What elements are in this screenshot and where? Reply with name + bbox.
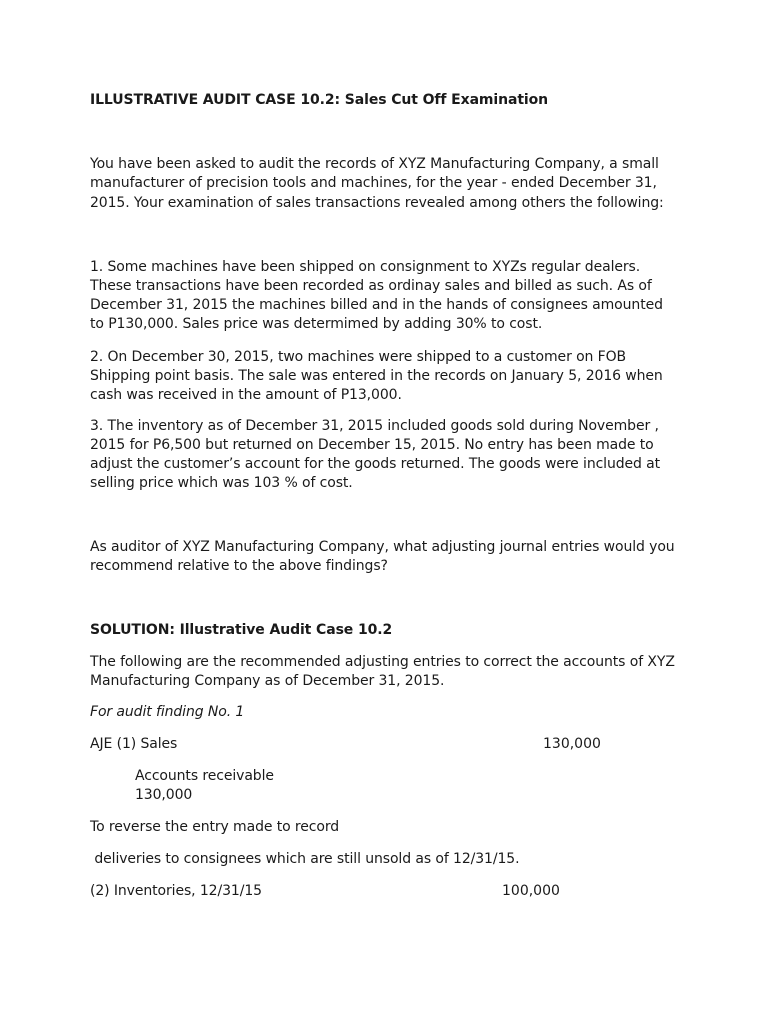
finding-3-line-1: 3. The inventory as of December 31, 2015 included goods sold during November , — [90, 418, 659, 434]
finding-3-line-2: 2015 for P6,500 but returned on December 15, 2015. No entry has been made to — [90, 437, 654, 453]
aje1-credit-amount: 130,000 — [135, 787, 193, 803]
finding-2-line-3: cash was received in the amount of P13,000. — [90, 387, 402, 403]
aje2-debit-amount: 100,000 — [502, 883, 560, 899]
finding-3-line-4: selling price which was 103 % of cost. — [90, 475, 353, 491]
aje1-explanation-line-1: To reverse the entry made to record — [90, 819, 340, 835]
finding-3-line-3: adjust the customer’s account for the goods returned. The goods were included at — [90, 456, 661, 472]
aje1-credit-account: Accounts receivable — [135, 768, 274, 784]
solution-heading: SOLUTION: Illustrative Audit Case 10.2 — [90, 622, 393, 638]
finding-2-line-2: Shipping point basis. The sale was entered in the records on January 5, 2016 when — [90, 368, 663, 384]
finding-label: For audit finding No. 1 — [90, 704, 245, 720]
aje1-debit-amount: 130,000 — [543, 736, 601, 752]
finding-1-line-1: 1. Some machines have been shipped on consignment to XYZs regular dealers. — [90, 259, 641, 275]
aje1-debit-account: AJE (1) Sales — [90, 736, 178, 752]
aje2-debit-account: (2) Inventories, 12/31/15 — [90, 883, 262, 899]
finding-1-line-2: These transactions have been recorded as ordinay sales and billed as such. As of — [90, 278, 652, 294]
finding-1-line-4: to P130,000. Sales price was determimed by adding 30% to cost. — [90, 316, 543, 332]
question-line-1: As auditor of XYZ Manufacturing Company, what adjusting journal entries would you — [90, 539, 675, 555]
document-title: ILLUSTRATIVE AUDIT CASE 10.2: Sales Cut Off Examination — [90, 92, 548, 108]
solution-intro-line-1: The following are the recommended adjusting entries to correct the accounts of XYZ — [90, 654, 675, 670]
intro-line-1: You have been asked to audit the records of XYZ Manufacturing Company, a small — [90, 156, 659, 172]
question-line-2: recommend relative to the above findings? — [90, 558, 388, 574]
solution-intro-line-2: Manufacturing Company as of December 31, 2015. — [90, 673, 445, 689]
intro-line-2: manufacturer of precision tools and machines, for the year - ended December 31, — [90, 175, 657, 191]
finding-1-line-3: December 31, 2015 the machines billed and in the hands of consignees amounted — [90, 297, 663, 313]
finding-2-line-1: 2. On December 30, 2015, two machines were shipped to a customer on FOB — [90, 349, 627, 365]
intro-line-3: 2015. Your examination of sales transactions revealed among others the following: — [90, 195, 664, 211]
aje1-explanation-line-2: deliveries to consignees which are still unsold as of 12/31/15. — [90, 851, 520, 867]
